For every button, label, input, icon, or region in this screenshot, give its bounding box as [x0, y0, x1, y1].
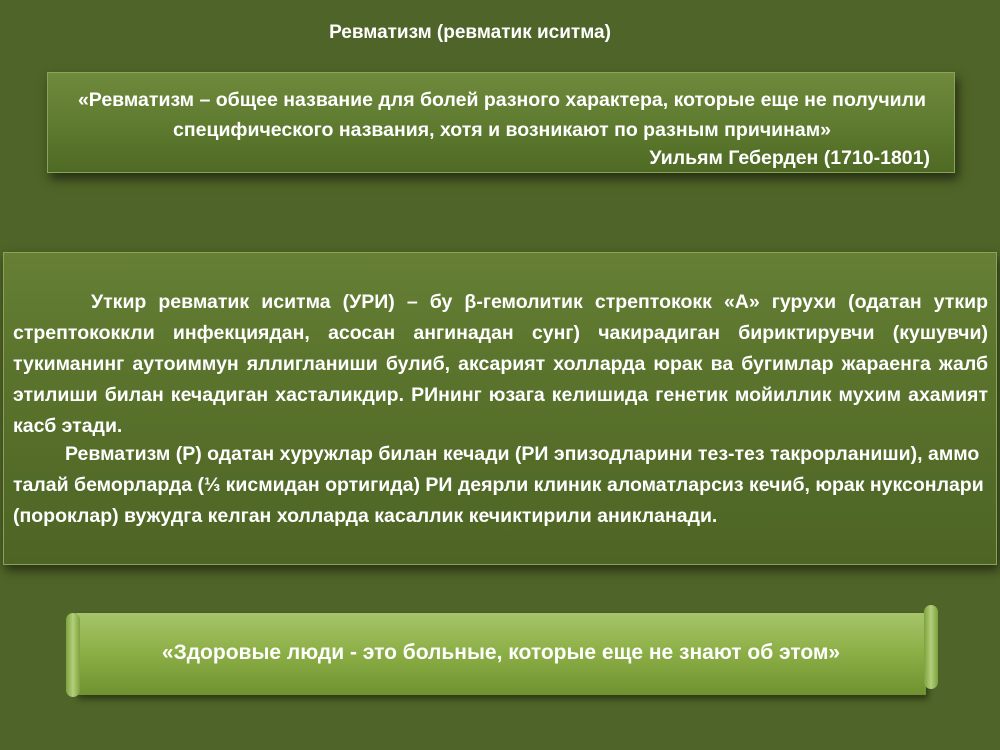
- paragraph-course: Ревматизм (Р) одатан хуружлар билан кечади (РИ эпизодларини тез-тез такрорланиши), аммо талай беморларда (⅓ кисмидан ортигида) РИ деярли клиник аломатларсиз кечиб, юрак нуксонлари (пороклар) вужудга келган холларда касаллик кечиктирили аникланади.: [13, 443, 984, 527]
- main-text-box: [3, 252, 997, 565]
- quote-text: «Ревматизм – общее название для болей разного характера, которые еще не получили специфического названия, хотя и возникают по разным причинам»: [77, 89, 927, 141]
- slide-title: Ревматизм (ревматик иситма): [329, 22, 611, 43]
- quote-author: Уильям Геберден (1710-1801): [649, 147, 930, 169]
- banner-quote: «Здоровые люди - это больные, которые еще не знают об этом»: [161, 641, 841, 664]
- paragraph-definition: Уткир ревматик иситма (УРИ) – бу β-гемолитик стрептококк «А» гурухи (одатан уткир стрептококкли инфекциядан, асосан ангинадан сунг) чакирадиган бириктирувчи (кушувчи) тукиманинг аутоиммун яллигланиши булиб, аксарият холларда юрак ва бугимлар жараенга жалб этилиши билан кечадиган хасталикдир. РИнинг юзага келишида генетик мойиллик мухим ахамият касб этади.: [13, 291, 988, 437]
- quote-box: [47, 72, 955, 173]
- scroll-banner: [66, 605, 938, 700]
- scroll-roll-right: [924, 605, 938, 689]
